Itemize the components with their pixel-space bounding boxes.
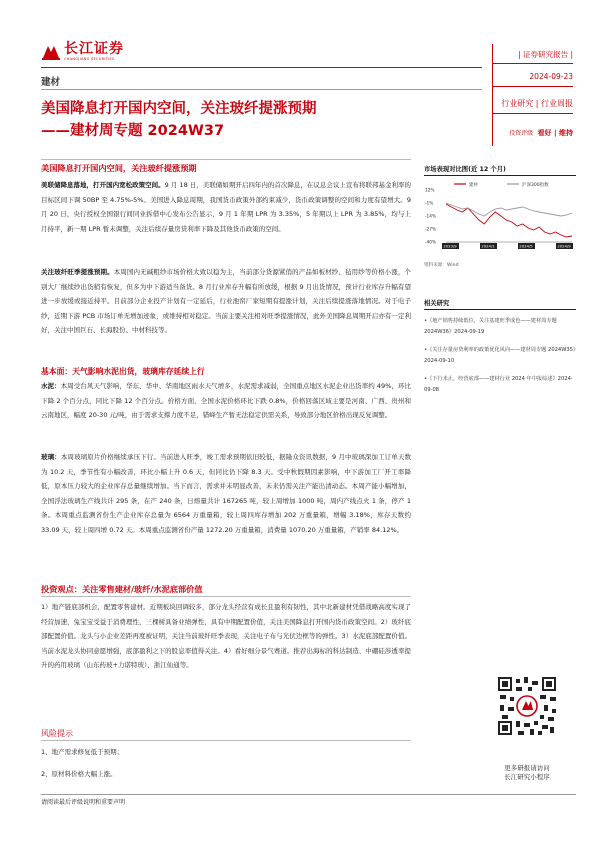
y-axis [425, 188, 572, 246]
paragraph-glass [41, 450, 411, 537]
section-divider [41, 159, 411, 160]
related-research-title: 相关研究 [424, 300, 450, 307]
right-rule-2 [492, 86, 573, 87]
paragraph-lead: 玻璃： [41, 453, 61, 461]
section-divider [41, 740, 411, 741]
paragraph-body: 本周国内无碱粗纱市场价格大致以稳为主，当前部分货源紧俏的产品如板材纱、毡用纱等价格小涨，个别大厂继续纱出货稍有恢复，但多为中下游适当备货。8 月行业库存升幅有所放缓，根据 9 月出货情况，预计行业库存升幅有望进一步放缓或接近持平。目前部分企业投产计划有一定延后，行业池窑厂家短期有提涨计划，关注后续提涨落地情况。对于电子纱，近期下游 PCB 市场订单无增加迹象，或维持相对稳定。当前主要关注相对旺季提涨情况，此外美国降息周期开启亦有一定利好，关注中国巨石、长海股份、中材科技等。 [41, 268, 412, 334]
logo-mark-icon [41, 43, 61, 61]
paragraph-fed-rate [41, 178, 411, 236]
legend-label-csi300: 沪深300指数 [522, 183, 549, 188]
qr-code-icon[interactable] [496, 675, 558, 737]
report-type: | 证券研究报告 | [518, 50, 573, 59]
section-heading-summary: 美国降息打开国内空间，关注玻纤提涨预期 [41, 163, 197, 173]
footer-divider [41, 794, 576, 795]
logo-text: 长江证券 [64, 41, 124, 57]
company-logo [41, 42, 124, 61]
chart-source: 资料来源：Wind [424, 263, 459, 268]
series-line-csi300 [446, 203, 572, 216]
performance-chart [424, 178, 576, 253]
paragraph-lead: 水泥： [41, 382, 61, 390]
qr-caption-line2: 长江研究小程序 [504, 773, 550, 781]
chart-legend [454, 181, 549, 188]
y-tick-label: -14% [425, 214, 437, 220]
qr-caption [472, 764, 582, 782]
chart-title: 市场表现对比图(近 12 个月) [424, 166, 506, 173]
chart-title-rule [424, 175, 576, 176]
related-item[interactable]: •《地产销售持续低位，关注基建旺季成色——建材周专题 2024W36》2024-09-19 [424, 318, 557, 335]
header-divider [41, 67, 482, 68]
related-item[interactable]: •《关注存量房贷利率的政策优化风向——建材周专题 2024W35》2024-09-10 [424, 347, 576, 364]
related-research-rule [424, 309, 576, 310]
section-heading-investment: 投资观点：关注零售建材/玻纤/水泥底部价值 [41, 584, 203, 594]
right-header-rule [492, 44, 493, 146]
y-tick-label: -27% [425, 227, 437, 233]
x-tick-label: 2024/5 [519, 243, 533, 249]
paragraph-lead: 关注玻纤旺季提涨预期。 [41, 268, 114, 276]
section-divider [41, 596, 411, 597]
report-title: 美国降息打开国内空间，关注玻纤提涨预期 [41, 101, 317, 117]
x-tick-label: 2024/1 [481, 243, 495, 249]
y-tick-label: 12% [425, 188, 435, 194]
paragraph-body: 9 月 18 日，美联储如期开启四年内的首次降息，在议息会议上宣布将联邦基金利率的目标区间下调 50BP 至 4.75%-5%。美国进入降息周期，我国货币政策外部约束减少，货币政策调整的空间和力度有望增大。9 月 20 日，央行授权全国银行间同业拆借中心发布公告显示，9 月 1 年期 LPR 为 3.35%，5 年期以上 LPR 为 3.85%，均与上月持平，新一期 LPR 暂未调整，关注后续存量房贷利率下降及其他货币政策的空间。 [41, 181, 412, 233]
report-date: 2024-09-23 [529, 72, 573, 81]
x-axis [442, 243, 573, 249]
right-rule-3 [492, 113, 573, 114]
subheader-divider [41, 89, 482, 90]
report-category: 行业研究 | 行业周报 [501, 99, 573, 108]
industry-label: 建材 [41, 77, 61, 88]
footer-disclaimer[interactable]: 请阅读最后评级说明和重要声明 [41, 799, 126, 806]
paragraph-lead: 美联储降息落地，打开国内宽松政策空间。 [41, 181, 165, 189]
investment-rating [509, 128, 573, 138]
x-tick-label: 2023/9 [443, 243, 457, 249]
qr-caption-line1: 更多研报请访问 [504, 764, 550, 772]
risk-heading: 风险提示 [41, 729, 73, 738]
x-tick-label: 2024/9 [557, 243, 571, 249]
y-tick-label: -1% [425, 201, 434, 207]
section-heading-fundamentals: 基本面：天气影响水泥出货，玻璃库存延续上行 [41, 367, 205, 376]
paragraph-glass-fiber [41, 265, 411, 338]
risk-item-2: 2、原材料价格大幅上涨。 [41, 770, 117, 778]
rating-label: 投资评级 [509, 130, 534, 137]
logo-english: CHANGJIANG SECURITIES [64, 57, 115, 61]
y-tick-label: -40% [425, 240, 437, 246]
paragraph-investment-view: 1）地产链底部机会，配置零售建材。近期板块回调较多，部分龙头经营有成长且盈利有韧性，其中北新建材凭借战略高度实现了经营加速，兔宝宝受益于消费理性，三棵树具备业绩弹性，具有中期配置价值，关注美国降息打开国内货币政策空间。2）玻纤底部配置价值。龙头与小企业差距再度被证明，关注当前玻纤旺季表现，关注电子布与光伏边框等的弹性。3）水泥底部配置价值。当前水泥龙头协同意愿增强，底部盈利之下的股息率值得关注。4）看好细分景气赛道。推荐出海标的科达制造、中硼硅涉透率提升的药用玻璃（山东药玻+力诺特玻）、浙江仙通等。 [41, 603, 411, 669]
report-subtitle: ——建材周专题 2024W37 [41, 123, 225, 139]
right-rule-1 [492, 63, 573, 64]
risk-item-1: 1、地产需求修复低于预期； [41, 748, 124, 756]
chart-series [446, 203, 572, 237]
legend-label-building-materials: 建材 [469, 183, 478, 188]
paragraph-cement [41, 379, 411, 423]
rating-value: 看好 | 维持 [537, 129, 573, 137]
paragraph-body: 本周玻璃原片价格继续承压下行。当前进入旺季，竣工需求预期依旧较低，据隆众资讯数据，9 月中玻璃深加工订单天数为 10.2 天，季节性有小幅改善，环比小幅上升 0.6 天，但同比仍下降 8.3 天。受中秋假期因素影响，中下游加工厂开工率降低，原本压力较大的企业库存总量继续增加。当下而言，需求并未明显改善，未来仍需关注产能出清动态。本周产能小幅增加，全国浮法玻璃生产线共计 295 条，在产 240 条，日熔量共计 167265 吨，较上周增加 1000 吨，周内产线点火 1 条，停产 1 条。本周重点监测省份生产企业库存总量为 6564 万重量箱，较上周四库存增加 202 万重量箱，增幅 3.18%，库存天数约 33.09 天，较上周四增 0.72 天。本周重点监测省份产量 1272.20 万重量箱，消费量 1070.20 万重量箱，产销率 84.12%。 [41, 453, 411, 534]
related-item[interactable]: •《下行未止，经营底部——建材行业 2024 年中报综述》2024-09-08 [424, 376, 573, 393]
paragraph-body: 本周受台风天气影响，华东、华中、华南地区雨水天气增多，水泥需求减弱，全国重点地区水泥企业出货率约 49%，环比下降 2 个百分点，同比下降 12 个百分点。价格方面，全国水泥价格环比下跌 0.8%，价格回落区域主要是河南、广西、贵州和云南地区，幅度 20-30 元/吨，由于需求支撑力度不足，错峰生产暂无法稳定供需关系，导致部分地区价格出现反复调整。 [41, 382, 412, 419]
